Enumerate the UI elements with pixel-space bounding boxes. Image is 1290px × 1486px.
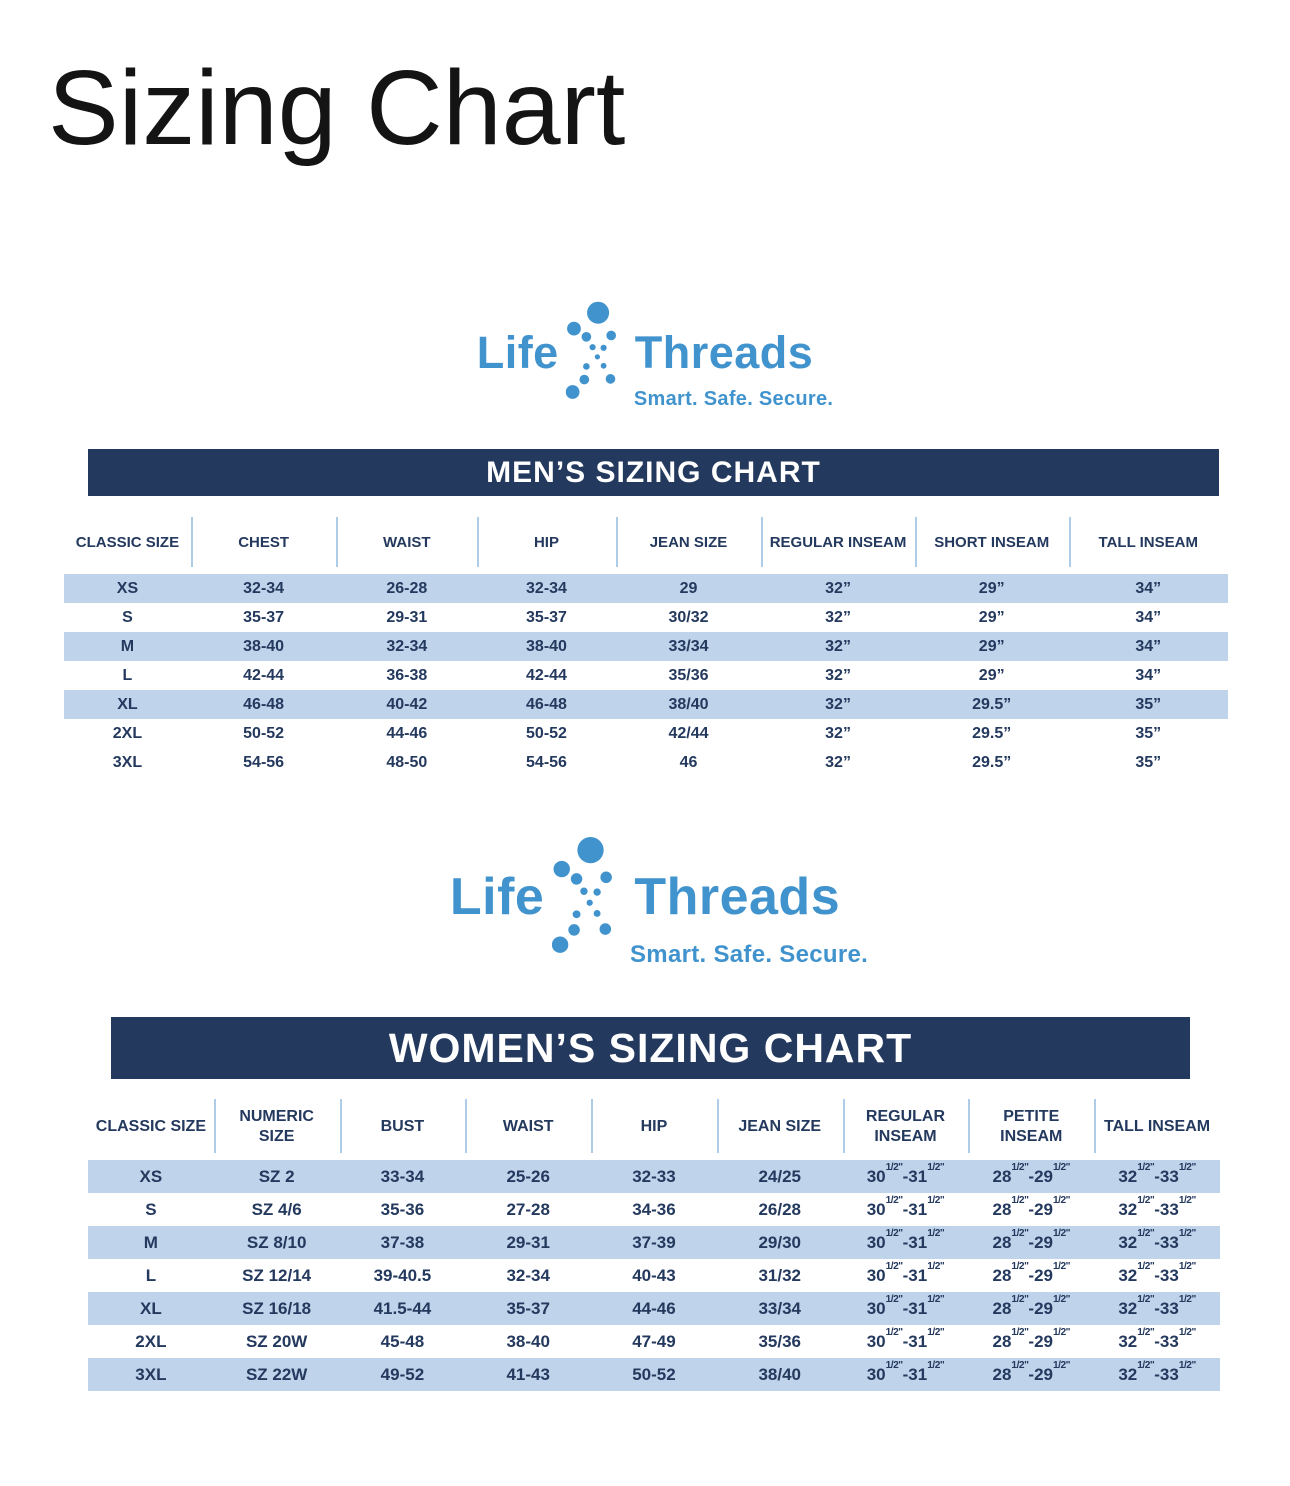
size-cell: 50-52: [243, 724, 285, 742]
half-inch-fraction: 1/2": [885, 1162, 903, 1174]
size-cell: $28^{1/2"}-29^{1/2"}$: [992, 1261, 1070, 1285]
size-cell: 27-28: [506, 1199, 550, 1219]
size-cell: 46: [679, 753, 698, 771]
column-header-classic-size: CLASSIC SIZE: [95, 1118, 206, 1135]
half-inch-fraction: 1/2": [1178, 1228, 1196, 1240]
size-cell: 32”: [825, 753, 851, 771]
size-cell: $32^{1/2"}-33^{1/2"}$: [1094, 1160, 1220, 1193]
size-cell: $32^{1/2"}-33^{1/2"}$: [1118, 1195, 1196, 1219]
size-cell: S: [122, 608, 133, 626]
column-header-classic-size: CLASSIC SIZE: [75, 533, 180, 551]
size-cell: $30^{1/2"}-31^{1/2"}$: [866, 1195, 945, 1219]
size-row-2xl: [64, 719, 1228, 748]
size-cell: XL: [64, 690, 191, 719]
size-row-3xl: [64, 748, 1228, 777]
size-cell: 32-34: [191, 574, 337, 603]
logo-text-threads: Threads: [634, 326, 814, 378]
page-title: Sizing Chart: [48, 49, 626, 167]
size-cell: SZ 8/10: [214, 1226, 340, 1259]
size-cell: 2XL: [135, 1331, 167, 1351]
half-inch-fraction: 1/2": [927, 1327, 945, 1339]
column-header-tall-inseam: TALL INSEAM: [1094, 1094, 1220, 1160]
half-inch-fraction: 1/2": [1011, 1360, 1029, 1372]
column-header-regular-inseam: REGULAR INSEAM: [843, 1094, 969, 1160]
size-cell: 35-37: [243, 608, 285, 626]
size-row-xl: [64, 690, 1228, 719]
half-inch-fraction: 1/2": [927, 1294, 945, 1306]
size-cell: 35/36: [668, 666, 709, 684]
size-row-xl: [88, 1292, 1220, 1325]
size-cell: $28^{1/2"}-29^{1/2"}$: [968, 1226, 1094, 1259]
size-cell: $30^{1/2"}-31^{1/2"}$: [843, 1292, 969, 1325]
size-cell: 32”: [761, 632, 915, 661]
mens-table-body: [64, 574, 1228, 777]
size-cell: $28^{1/2"}-29^{1/2"}$: [992, 1195, 1070, 1219]
size-cell: $30^{1/2"}-31^{1/2"}$: [843, 1358, 969, 1391]
size-cell: 39-40.5: [373, 1265, 432, 1285]
half-inch-fraction: 1/2": [1178, 1327, 1196, 1339]
size-cell: 32”: [825, 724, 851, 742]
size-cell: 34”: [1135, 608, 1162, 626]
womens-chart-banner: WOMEN’S SIZING CHART: [111, 1017, 1190, 1079]
size-cell: 32-33: [591, 1160, 717, 1193]
size-cell: 34”: [1069, 632, 1228, 661]
size-cell: 3XL: [112, 753, 143, 771]
size-cell: $30^{1/2"}-31^{1/2"}$: [866, 1261, 945, 1285]
size-cell: 29”: [915, 632, 1069, 661]
helix-dots-icon: [552, 835, 626, 959]
half-inch-fraction: 1/2": [1137, 1228, 1155, 1240]
size-row-l: [64, 661, 1228, 690]
column-header-waist: WAIST: [465, 1094, 591, 1160]
size-cell: $30^{1/2"}-31^{1/2"}$: [866, 1327, 945, 1351]
column-header-regular-inseam: REGULAR INSEAM: [761, 512, 915, 574]
half-inch-fraction: 1/2": [927, 1360, 945, 1372]
size-cell: S: [145, 1199, 157, 1219]
size-cell: SZ 2: [214, 1160, 340, 1193]
size-cell: 32-34: [506, 1265, 550, 1285]
size-cell: $32^{1/2"}-33^{1/2"}$: [1118, 1261, 1196, 1285]
womens-table-body: [88, 1160, 1220, 1391]
size-cell: 42-44: [526, 666, 567, 684]
size-cell: L: [145, 1265, 157, 1285]
size-cell: $30^{1/2"}-31^{1/2"}$: [843, 1226, 969, 1259]
size-cell: 24/25: [717, 1160, 843, 1193]
size-cell: $28^{1/2"}-29^{1/2"}$: [992, 1327, 1070, 1351]
column-header-hip: HIP: [477, 512, 616, 574]
half-inch-fraction: 1/2": [1137, 1327, 1155, 1339]
mens-sizing-table: [64, 512, 1228, 777]
size-cell: 45-48: [380, 1331, 425, 1351]
column-header-bust: BUST: [340, 1094, 466, 1160]
half-inch-fraction: 1/2": [1137, 1360, 1155, 1372]
size-cell: 42/44: [668, 724, 709, 742]
half-inch-fraction: 1/2": [885, 1327, 903, 1339]
size-cell: M: [88, 1226, 214, 1259]
size-cell: 38-40: [477, 632, 616, 661]
size-cell: $32^{1/2"}-33^{1/2"}$: [1094, 1226, 1220, 1259]
size-cell: 32”: [761, 690, 915, 719]
size-cell: XS: [88, 1160, 214, 1193]
womens-sizing-table: [88, 1094, 1220, 1391]
size-cell: $32^{1/2"}-33^{1/2"}$: [1094, 1358, 1220, 1391]
half-inch-fraction: 1/2": [927, 1162, 945, 1174]
half-inch-fraction: 1/2": [1052, 1261, 1070, 1273]
size-cell: 50-52: [591, 1358, 717, 1391]
size-row-xs: [64, 574, 1228, 603]
size-cell: 33-34: [340, 1160, 466, 1193]
size-cell: 29/30: [717, 1226, 843, 1259]
size-cell: 2XL: [112, 724, 143, 742]
size-cell: 42-44: [243, 666, 285, 684]
size-cell: 37-38: [340, 1226, 466, 1259]
size-cell: 29-31: [465, 1226, 591, 1259]
size-cell: 29.5”: [972, 753, 1012, 771]
size-cell: $28^{1/2"}-29^{1/2"}$: [968, 1292, 1094, 1325]
column-header-chest: CHEST: [191, 512, 337, 574]
size-cell: XL: [88, 1292, 214, 1325]
size-cell: 41.5-44: [340, 1292, 466, 1325]
half-inch-fraction: 1/2": [1178, 1195, 1196, 1207]
size-cell: 38/40: [717, 1358, 843, 1391]
womens-table-head: [88, 1094, 1220, 1160]
size-cell: 44-46: [386, 724, 428, 742]
size-cell: SZ 4/6: [251, 1199, 302, 1219]
half-inch-fraction: 1/2": [1137, 1294, 1155, 1306]
logo-tagline: Smart. Safe. Secure.: [633, 388, 834, 410]
half-inch-fraction: 1/2": [1178, 1360, 1196, 1372]
size-cell: 35/36: [758, 1331, 801, 1351]
half-inch-fraction: 1/2": [885, 1228, 903, 1240]
half-inch-fraction: 1/2": [885, 1195, 903, 1207]
size-cell: 40-42: [336, 690, 477, 719]
size-cell: 38-40: [506, 1331, 550, 1351]
size-cell: SZ 12/14: [242, 1265, 312, 1285]
size-cell: 30/32: [668, 608, 709, 626]
size-cell: 38/40: [616, 690, 762, 719]
half-inch-fraction: 1/2": [1178, 1294, 1196, 1306]
size-row-s: [64, 603, 1228, 632]
size-cell: $30^{1/2"}-31^{1/2"}$: [843, 1160, 969, 1193]
half-inch-fraction: 1/2": [1011, 1162, 1029, 1174]
size-cell: SZ 16/18: [214, 1292, 340, 1325]
mens-sizing-table-container: [64, 512, 1228, 777]
size-row-m: [64, 632, 1228, 661]
column-header-waist: WAIST: [336, 512, 477, 574]
size-cell: 29”: [978, 608, 1005, 626]
size-cell: 31/32: [758, 1265, 801, 1285]
size-cell: 34”: [1069, 574, 1228, 603]
mens-chart-banner: MEN’S SIZING CHART: [88, 449, 1219, 496]
size-cell: $32^{1/2"}-33^{1/2"}$: [1118, 1327, 1196, 1351]
size-cell: 40-43: [632, 1265, 676, 1285]
logo-text-life: Life: [449, 868, 545, 926]
column-header-petite-inseam: PETITE INSEAM: [968, 1094, 1094, 1160]
size-row-3xl: [88, 1358, 1220, 1391]
half-inch-fraction: 1/2": [885, 1294, 903, 1306]
column-header-hip: HIP: [591, 1094, 717, 1160]
size-cell: 29”: [915, 574, 1069, 603]
half-inch-fraction: 1/2": [927, 1195, 945, 1207]
size-cell: 33/34: [616, 632, 762, 661]
size-cell: 25-26: [465, 1160, 591, 1193]
half-inch-fraction: 1/2": [1052, 1228, 1070, 1240]
size-cell: M: [64, 632, 191, 661]
size-cell: 47-49: [632, 1331, 676, 1351]
half-inch-fraction: 1/2": [927, 1261, 945, 1273]
size-row-l: [88, 1259, 1220, 1292]
size-cell: 29-31: [386, 608, 428, 626]
half-inch-fraction: 1/2": [1011, 1228, 1029, 1240]
half-inch-fraction: 1/2": [885, 1261, 903, 1273]
size-cell: XS: [64, 574, 191, 603]
half-inch-fraction: 1/2": [1178, 1162, 1196, 1174]
size-cell: 35”: [1069, 690, 1228, 719]
size-cell: 29: [616, 574, 762, 603]
size-cell: SZ 22W: [214, 1358, 340, 1391]
size-cell: $28^{1/2"}-29^{1/2"}$: [968, 1358, 1094, 1391]
size-cell: 48-50: [386, 753, 428, 771]
size-cell: 50-52: [526, 724, 567, 742]
size-cell: 33/34: [717, 1292, 843, 1325]
half-inch-fraction: 1/2": [1052, 1327, 1070, 1339]
size-cell: 32”: [825, 608, 851, 626]
size-cell: 34”: [1135, 666, 1162, 684]
logo-text-life: Life: [476, 326, 559, 378]
size-cell: 44-46: [591, 1292, 717, 1325]
column-header-tall-inseam: TALL INSEAM: [1069, 512, 1228, 574]
size-cell: 34-36: [632, 1199, 676, 1219]
size-cell: 29”: [978, 666, 1005, 684]
half-inch-fraction: 1/2": [1137, 1162, 1155, 1174]
half-inch-fraction: 1/2": [885, 1360, 903, 1372]
size-cell: 38-40: [191, 632, 337, 661]
size-cell: 35-37: [465, 1292, 591, 1325]
size-cell: 54-56: [526, 753, 567, 771]
size-cell: 46-48: [477, 690, 616, 719]
half-inch-fraction: 1/2": [1011, 1195, 1029, 1207]
half-inch-fraction: 1/2": [1011, 1327, 1029, 1339]
size-cell: 35-37: [526, 608, 567, 626]
size-cell: 32-34: [336, 632, 477, 661]
size-cell: 29.5”: [972, 724, 1012, 742]
size-cell: 26/28: [758, 1199, 801, 1219]
half-inch-fraction: 1/2": [927, 1228, 945, 1240]
size-cell: 41-43: [465, 1358, 591, 1391]
column-header-jean-size: JEAN SIZE: [616, 512, 762, 574]
size-cell: SZ 20W: [245, 1331, 308, 1351]
half-inch-fraction: 1/2": [1052, 1162, 1070, 1174]
size-cell: L: [122, 666, 133, 684]
life-threads-logo: [449, 835, 869, 969]
half-inch-fraction: 1/2": [1137, 1195, 1155, 1207]
size-cell: 26-28: [336, 574, 477, 603]
column-header-short-inseam: SHORT INSEAM: [915, 512, 1069, 574]
helix-dots-icon: [566, 300, 628, 404]
size-cell: $32^{1/2"}-33^{1/2"}$: [1094, 1292, 1220, 1325]
half-inch-fraction: 1/2": [1178, 1261, 1196, 1273]
half-inch-fraction: 1/2": [1011, 1261, 1029, 1273]
size-row-xs: [88, 1160, 1220, 1193]
column-header-row: [64, 512, 1228, 574]
size-cell: 32”: [761, 574, 915, 603]
life-threads-logo: [476, 300, 834, 411]
size-cell: 35”: [1135, 753, 1162, 771]
size-cell: 32”: [825, 666, 851, 684]
half-inch-fraction: 1/2": [1011, 1294, 1029, 1306]
column-header-numeric-size: NUMERIC SIZE: [214, 1094, 340, 1160]
half-inch-fraction: 1/2": [1052, 1195, 1070, 1207]
half-inch-fraction: 1/2": [1137, 1261, 1155, 1273]
half-inch-fraction: 1/2": [1052, 1360, 1070, 1372]
size-cell: 32-34: [477, 574, 616, 603]
size-cell: 3XL: [88, 1358, 214, 1391]
size-cell: 35”: [1135, 724, 1162, 742]
size-cell: 54-56: [243, 753, 285, 771]
size-cell: $28^{1/2"}-29^{1/2"}$: [968, 1160, 1094, 1193]
column-header-row: [88, 1094, 1220, 1160]
size-cell: 29.5”: [915, 690, 1069, 719]
size-row-m: [88, 1226, 1220, 1259]
logo-text-threads: Threads: [634, 868, 841, 926]
logo-tagline: Smart. Safe. Secure.: [630, 941, 869, 968]
size-cell: 46-48: [191, 690, 337, 719]
size-cell: 37-39: [591, 1226, 717, 1259]
size-row-s: [88, 1193, 1220, 1226]
size-row-2xl: [88, 1325, 1220, 1358]
size-cell: 36-38: [386, 666, 428, 684]
column-header-jean-size: JEAN SIZE: [717, 1094, 843, 1160]
womens-sizing-table-container: [88, 1094, 1220, 1391]
size-cell: 35-36: [380, 1199, 425, 1219]
size-cell: 49-52: [340, 1358, 466, 1391]
half-inch-fraction: 1/2": [1052, 1294, 1070, 1306]
mens-table-head: [64, 512, 1228, 574]
